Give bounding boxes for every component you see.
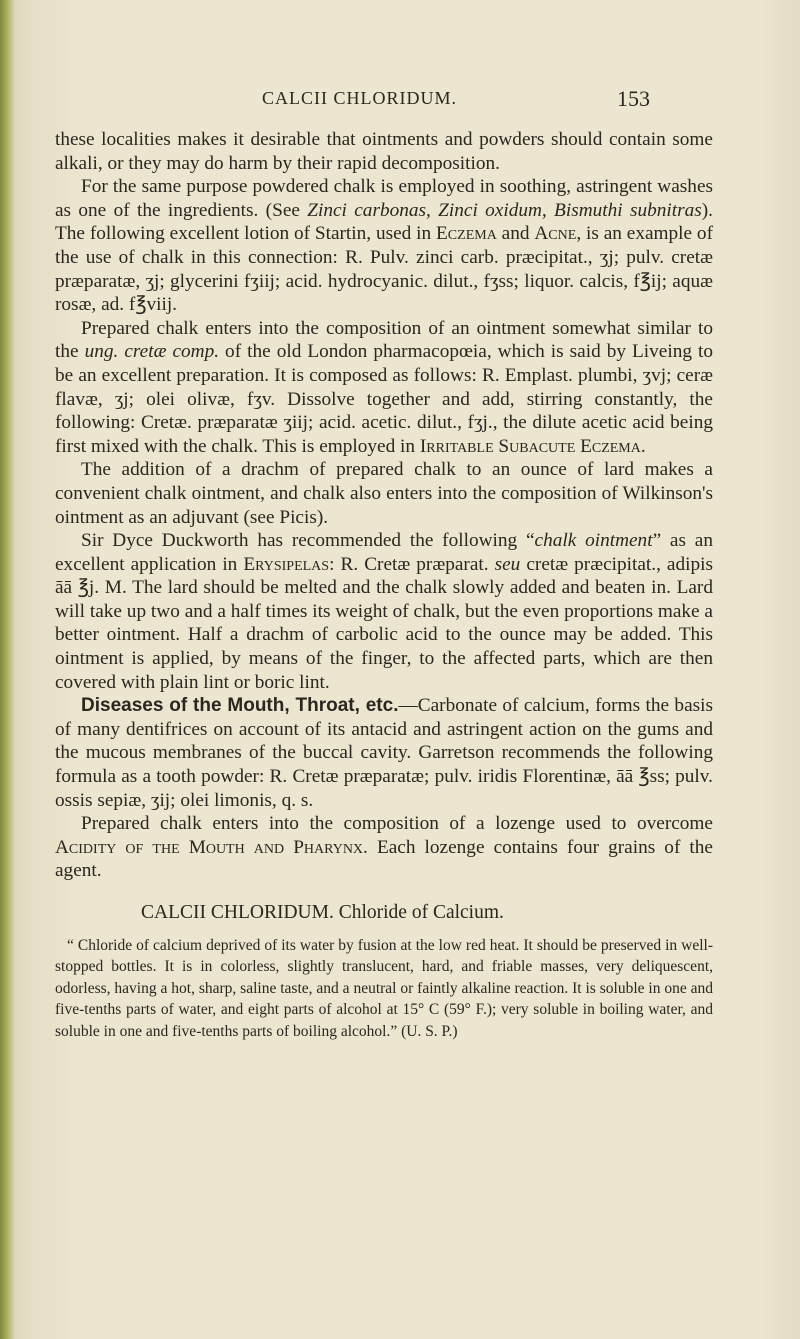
page-header (0, 86, 800, 116)
section-subheading: Diseases of the Mouth, Throat, etc. (81, 695, 399, 717)
section-title: CALCII CHLORIDUM. Chloride of Calcium. (141, 902, 504, 923)
paragraph-2: For the same purpose powdered chalk is employed in soothing, astringent washes as one of the ingredients. (See Zinci carbonas, Zinci oxidum, Bismuthi subnitras). The following excellent lotion of Startin, used in Eczema and Acne, is an example of the use of chalk in this connection: R. Pulv. zinci carb. præcipitat., ʒj; pulv. cretæ præparatæ, ʒj; glycerini fʒiij; acid. hydrocyanic. dilut., fʒss; liquor. calcis, f℥ij; aquæ rosæ, ad. f℥viij. (55, 176, 713, 316)
pharmacopoeia-quote: “ Chloride of calcium deprived of its water by fusion at the low red heat. It should be preserved in well-stopped bottles. It is in colorless, slightly translucent, hard, and friable masses, very deliquescent, odorless, having a hot, sharp, saline taste, and a neutral or faintly alkaline reaction. It is soluble in one and five-tenths parts of water, and eight parts of alcohol at 15° C (59° F.); very soluble in boiling water, and soluble in one and five-tenths parts of boiling alcohol.” (U. S. P.) (55, 936, 713, 1040)
cross-reference: Zinci carbonas, Zinci oxidum, Bismuthi subnitras (307, 199, 702, 221)
italic-term: ung. cretæ comp. (84, 341, 220, 363)
disease-term: Erysipelas (243, 553, 330, 575)
disease-term: Acne (534, 223, 577, 245)
book-spine-edge (0, 0, 14, 1339)
disease-term: Irritable Subacute Eczema (419, 435, 641, 457)
running-head: CALCII CHLORIDUM. (262, 88, 457, 108)
paragraph-5: Sir Dyce Duckworth has recommended the following “chalk ointment” as an excellent application in Erysipelas: R. Cretæ præparat. seu cretæ præcipitat., adipis āā ℥j. M. The lard should be melted and the chalk slowly added and beaten in. Lard will take up two and a half times its weight of chalk, but the even proportions make a better ointment. Half a drachm of carbolic acid to the ounce may be added. This ointment is applied, by means of the finger, to the affected parts, which are then covered with plain lint or boric lint. (55, 530, 713, 693)
page-number: 153 (617, 86, 650, 111)
italic-term: chalk ointment (534, 530, 653, 552)
disease-term: Acidity of the Mouth and Pharynx (55, 836, 364, 858)
italic-term: seu (494, 553, 521, 575)
page-body (55, 128, 713, 1043)
paragraph-4: The addition of a drachm of prepared chalk to an ounce of lard makes a convenient chalk ointment, and chalk also enters into the composition of Wilkinson's ointment as an adjuvant (see Picis). (55, 459, 713, 528)
disease-term: Eczema (436, 223, 497, 245)
paragraph-7: Prepared chalk enters into the composition of a lozenge used to overcome Acidity of the Mouth and Pharynx. Each lozenge contains four grains of the agent. (55, 813, 713, 882)
paragraph-1: these localities makes it desirable that ointments and powders should contain some alkali, or they may do harm by their rapid decomposition. (55, 129, 713, 174)
paragraph-3: Prepared chalk enters into the composition of an ointment somewhat similar to the ung. cretæ comp. of the old London pharmacopœia, which is said by Liveing to be an excellent preparation. It is composed as follows: R. Emplast. plumbi, ʒvj; ceræ flavæ, ʒj; olei olivæ, fʒv. Dissolve together and add, stirring constantly, the following: Cretæ. præparatæ ʒiij; acid. acetic. dilut., fʒj., the dilute acetic acid being first mixed with the chalk. This is employed in Irritable Subacute Eczema. (55, 317, 713, 457)
paragraph-6: Diseases of the Mouth, Throat, etc.—Carbonate of calcium, forms the basis of many dentifrices on account of its antacid and astringent action on the gums and the mucous membranes of the buccal cavity. Garretson recommends the following formula as a tooth powder: R. Cretæ præparatæ; pulv. iridis Florentinæ, āā ℥ss; pulv. ossis sepiæ, ʒij; olei limonis, q. s. (55, 695, 713, 811)
